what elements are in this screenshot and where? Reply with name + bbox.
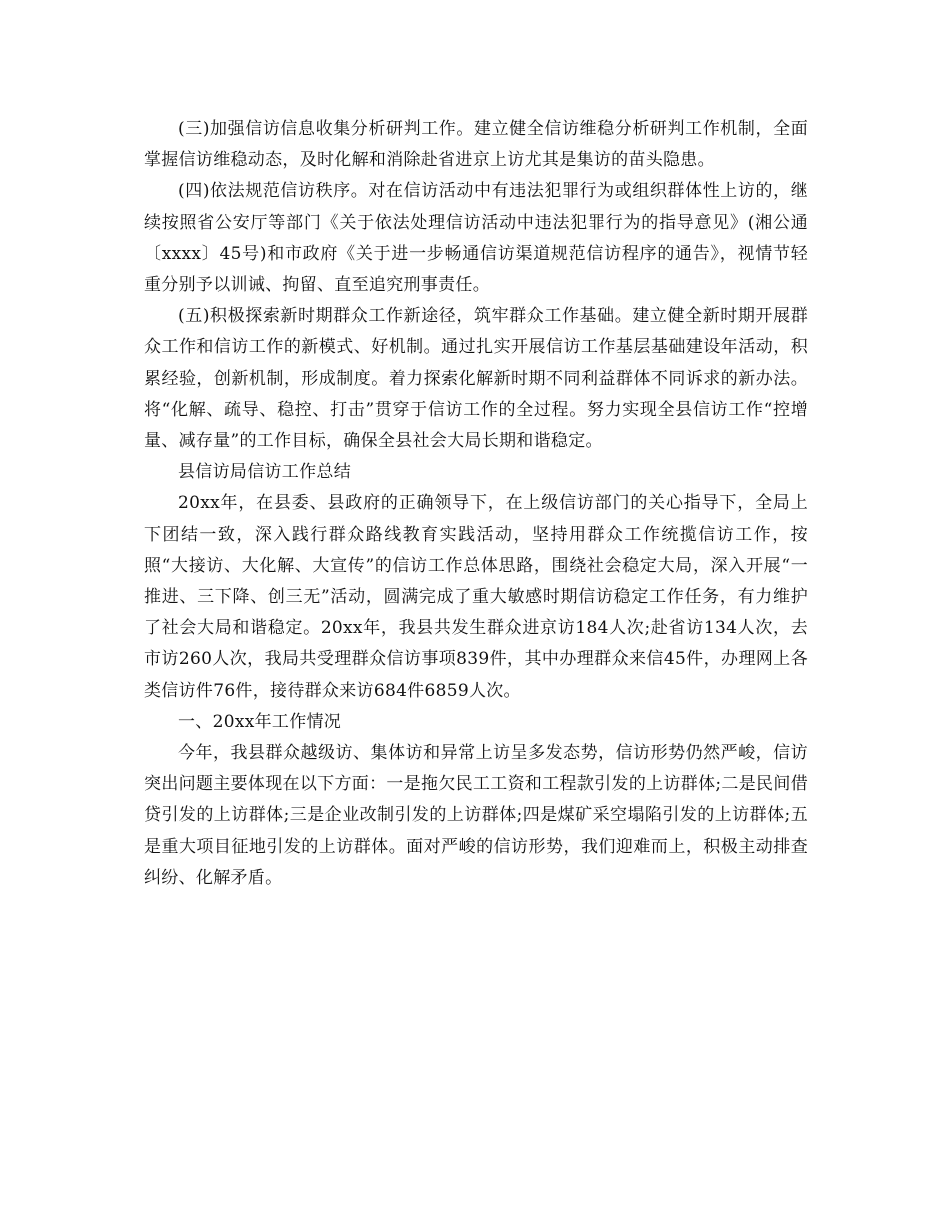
- paragraph-5-new-approach: (五)积极探索新时期群众工作新途径，筑牢群众工作基础。建立健全新时期开展群众工作和信访工作的新模式、好机制。通过扎实开展信访工作基层基础建设年活动，积累经验，创新机制，形成制度。着力探索化解新时期不同利益群体不同诉求的新办法。将“化解、疏导、稳控、打击”贯穿于信访工作的全过程。努力实现全县信访工作“控增量、减存量”的工作目标，确保全县社会大局长期和谐稳定。: [144, 306, 808, 452]
- paragraph-3-info-analysis: (三)加强信访信息收集分析研判工作。建立健全信访维稳分析研判工作机制，全面掌握信访维稳动态，及时化解和消除赴省进京上访尤其是集访的苗头隐患。: [144, 119, 808, 171]
- paragraph-annual-summary: 20xx年，在县委、县政府的正确领导下，在上级信访部门的关心指导下，全局上下团结一致，深入践行群众路线教育实践活动，坚持用群众工作统揽信访工作，按照“大接访、大化解、大宣传”的信访工作总体思路，围绕社会稳定大局，深入开展“一推进、三下降、创三无”活动，圆满完成了重大敏感时期信访稳定工作任务，有力维护了社会大局和谐稳定。20xx年，我县共发生群众进京访184人次;赴省访134人次，去市访260人次，我局共受理群众信访事项839件，其中办理群众来信45件，办理网上各类信访件76件，接待群众来访684件6859人次。: [144, 493, 808, 701]
- section-title: 县信访局信访工作总结: [178, 462, 351, 483]
- paragraph-situation: 今年，我县群众越级访、集体访和异常上访呈多发态势，信访形势仍然严峻，信访突出问题主要体现在以下方面：一是拖欠民工工资和工程款引发的上访群体;二是民间借贷引发的上访群体;三是企业改制引发的上访群体;四是煤矿采空塌陷引发的上访群体;五是重大项目征地引发的上访群体。面对严峻的信访形势，我们迎难而上，积极主动排查纠纷、化解矛盾。: [144, 743, 808, 888]
- subsection-heading: 一、20xx年工作情况: [178, 711, 342, 732]
- paragraph-4-regulate-order: (四)依法规范信访秩序。对在信访活动中有违法犯罪行为或组织群体性上访的，继续按照省公安厅等部门《关于依法处理信访活动中违法犯罪行为的指导意见》(湘公通〔xxxx〕45号)和市政府《关于进一步畅通信访渠道规范信访程序的通告》，视情节轻重分别予以训诫、拘留、直至追究刑事责任。: [144, 181, 808, 296]
- document-page: [144, 114, 808, 894]
